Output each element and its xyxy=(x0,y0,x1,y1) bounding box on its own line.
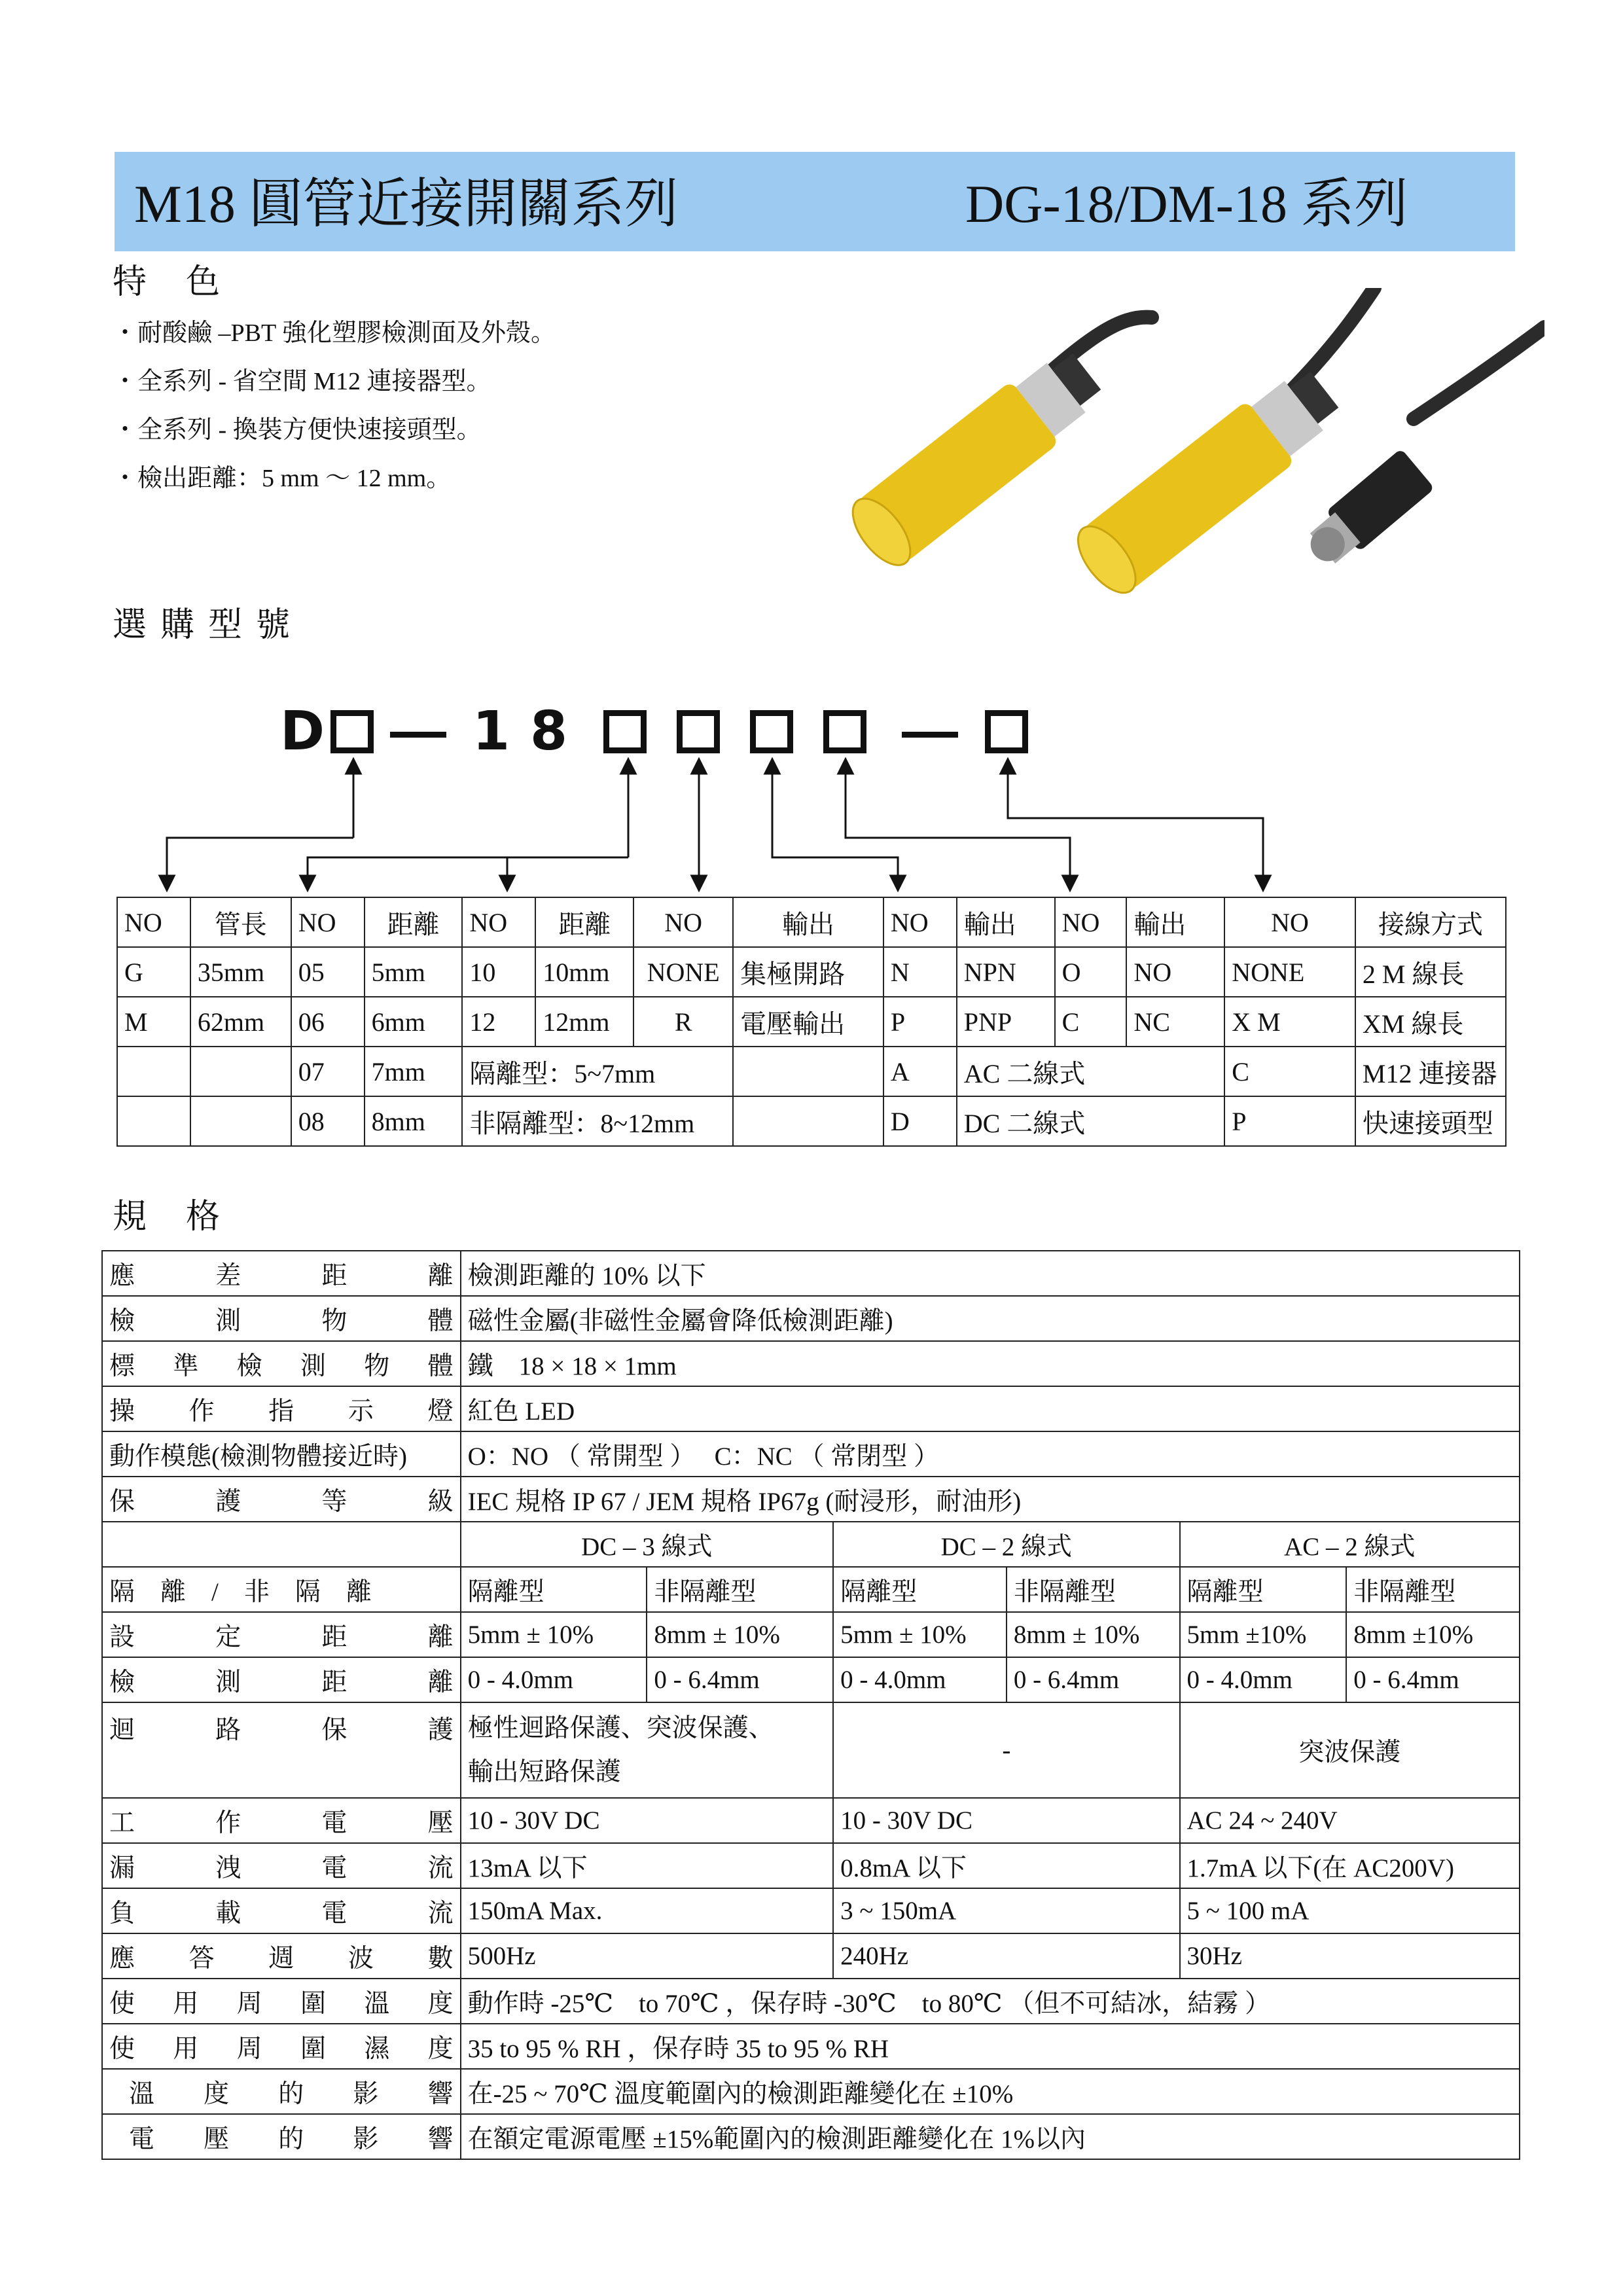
table-header: 距離 xyxy=(535,897,633,947)
spec-value: 13mA 以下 xyxy=(461,1843,834,1888)
table-cell: PNP xyxy=(957,997,1055,1047)
series-title: DG-18/DM-18 系列 xyxy=(965,174,1408,234)
spec-value: 500Hz xyxy=(461,1933,834,1979)
table-header: 輸出 xyxy=(1126,897,1224,947)
table-cell: X M xyxy=(1224,997,1355,1047)
spec-row xyxy=(102,1477,1520,1522)
feature-item: ・全系列 - 換裝方便快速接頭型。 xyxy=(113,416,482,444)
table-header: NO xyxy=(1055,897,1127,947)
spec-row xyxy=(102,1251,1520,1296)
type-header: AC – 2 線式 xyxy=(1180,1522,1520,1567)
table-cell xyxy=(190,1096,291,1146)
table-cell: NONE xyxy=(633,947,733,997)
table-cell: 07 xyxy=(291,1047,365,1096)
table-header-row xyxy=(117,897,1506,947)
spec-value: 8mm ±10% xyxy=(1346,1612,1520,1657)
spec-value: 8mm ± 10% xyxy=(1007,1612,1180,1657)
feature-item: ・耐酸鹼 –PBT 強化塑膠檢測面及外殼。 xyxy=(113,319,556,347)
spec-value: 隔離型 xyxy=(833,1567,1007,1612)
table-row xyxy=(117,1096,1506,1146)
spec-value: 非隔離型 xyxy=(1007,1567,1180,1612)
specs-heading: 規 格 xyxy=(113,1198,223,1236)
spec-row xyxy=(102,1979,1520,2024)
spec-row xyxy=(102,1386,1520,1431)
spec-value: 0 - 6.4mm xyxy=(1346,1657,1520,1702)
table-header: 接線方式 xyxy=(1355,897,1506,947)
table-cell xyxy=(733,1047,883,1096)
table-header: NO xyxy=(1224,897,1355,947)
table-cell: G xyxy=(117,947,190,997)
table-cell: C xyxy=(1224,1047,1355,1096)
table-cell: 12 xyxy=(462,997,535,1047)
spec-value: 動作時 -25℃ to 70℃ ，保存時 -30℃ to 80℃ （但不可結冰，結霧 ） xyxy=(461,1979,1520,2024)
table-cell: 10 xyxy=(462,947,535,997)
table-row xyxy=(117,1047,1506,1096)
spec-value: IEC 規格 IP 67 / JEM 規格 IP67g (耐浸形，耐油形) xyxy=(461,1477,1520,1522)
spec-value: 在-25 ~ 70℃ 溫度範圍內的檢測距離變化在 ±10% xyxy=(461,2069,1520,2114)
spec-row xyxy=(102,1657,1520,1702)
table-cell: 06 xyxy=(291,997,365,1047)
spec-value-line: 極性迴路保護、突波保護、 xyxy=(467,1714,774,1742)
spec-value: - xyxy=(833,1702,1179,1798)
table-cell: 12mm xyxy=(535,997,633,1047)
table-header: 管長 xyxy=(190,897,291,947)
ordering-heading: 選 購 型 號 xyxy=(113,607,293,644)
spec-value: 5 ~ 100 mA xyxy=(1180,1888,1520,1933)
table-cell: M12 連接器 xyxy=(1355,1047,1506,1096)
spec-value: 0 - 4.0mm xyxy=(1180,1657,1347,1702)
spec-value: 磁性金屬(非磁性金屬會降低檢測距離) xyxy=(461,1296,1520,1341)
spec-row xyxy=(102,1431,1520,1477)
table-cell: P xyxy=(1224,1096,1355,1146)
order-code-arrows xyxy=(0,0,1623,903)
spec-row xyxy=(102,1888,1520,1933)
table-cell: 5mm xyxy=(365,947,463,997)
type-header: DC – 2 線式 xyxy=(833,1522,1179,1567)
table-header: NO xyxy=(883,897,957,947)
table-cell: 35mm xyxy=(190,947,291,997)
spec-value: 5mm ± 10% xyxy=(833,1612,1007,1657)
spec-value: 0 - 4.0mm xyxy=(833,1657,1007,1702)
feature-item: ・檢出距離：5 mm ～ 12 mm。 xyxy=(113,465,452,492)
spec-table xyxy=(101,1250,1520,2160)
spec-label: 使用周圍濕度 xyxy=(102,2024,461,2069)
table-cell: M xyxy=(117,997,190,1047)
table-cell: 電壓輸出 xyxy=(733,997,883,1047)
table-cell: NPN xyxy=(957,947,1055,997)
spec-value: 紅色 LED xyxy=(461,1386,1520,1431)
spec-value: 240Hz xyxy=(833,1933,1179,1979)
spec-row xyxy=(102,1702,1520,1798)
code-prefix: D xyxy=(280,700,325,762)
spec-row xyxy=(102,2069,1520,2114)
spec-value-line: 輸出短路保護 xyxy=(467,1758,621,1786)
spec-value: 5mm ±10% xyxy=(1180,1612,1347,1657)
spec-label: 工作電壓 xyxy=(102,1798,461,1843)
table-cell: 集極開路 xyxy=(733,947,883,997)
table-cell xyxy=(190,1047,291,1096)
spec-value: 在額定電源電壓 ±15%範圍內的檢測距離變化在 1%以內 xyxy=(461,2114,1520,2159)
order-code-table xyxy=(116,897,1507,1147)
table-cell: 8mm xyxy=(365,1096,463,1146)
spec-label: 應答週波數 xyxy=(102,1933,461,1979)
table-cell: 6mm xyxy=(365,997,463,1047)
table-header: 輸出 xyxy=(957,897,1055,947)
table-cell: O xyxy=(1055,947,1127,997)
table-cell: P xyxy=(883,997,957,1047)
spec-value: 檢測距離的 10% 以下 xyxy=(461,1251,1520,1296)
spec-label: 檢測物體 xyxy=(102,1296,461,1341)
spec-label: 應差距離 xyxy=(102,1251,461,1296)
spec-value: 非隔離型 xyxy=(647,1567,833,1612)
table-cell: NO xyxy=(1126,947,1224,997)
spec-row xyxy=(102,1341,1520,1386)
table-cell: 2 M 線長 xyxy=(1355,947,1506,997)
table-cell: R xyxy=(633,997,733,1047)
spec-value: O：NO （ 常開型 ） C：NC （ 常閉型 ） xyxy=(461,1431,1520,1477)
table-cell: XM 線長 xyxy=(1355,997,1506,1047)
table-cell: 10mm xyxy=(535,947,633,997)
table-cell xyxy=(117,1096,190,1146)
table-header: 輸出 xyxy=(733,897,883,947)
table-row xyxy=(117,997,1506,1047)
spec-label: 操作指示燈 xyxy=(102,1386,461,1431)
spec-label: 使用周圍溫度 xyxy=(102,1979,461,2024)
table-cell: C xyxy=(1055,997,1127,1047)
spec-row xyxy=(102,1296,1520,1341)
table-header: NO xyxy=(117,897,190,947)
code-digit: 8 xyxy=(530,700,568,762)
spec-value: 30Hz xyxy=(1180,1933,1520,1979)
table-row xyxy=(117,947,1506,997)
spec-value: 0 - 6.4mm xyxy=(1007,1657,1180,1702)
spec-value: 突波保護 xyxy=(1180,1702,1520,1798)
table-header: NO xyxy=(633,897,733,947)
spec-label-empty xyxy=(102,1522,461,1567)
spec-value: AC 24 ~ 240V xyxy=(1180,1798,1520,1843)
spec-value: 隔離型 xyxy=(461,1567,647,1612)
table-cell: D xyxy=(883,1096,957,1146)
spec-label: 隔 離 / 非 隔 離 xyxy=(102,1567,461,1612)
table-cell xyxy=(117,1047,190,1096)
spec-label: 負載電流 xyxy=(102,1888,461,1933)
spec-row xyxy=(102,2114,1520,2159)
spec-value xyxy=(461,1702,834,1798)
spec-type-header-row xyxy=(102,1522,1520,1567)
spec-label: 設定距離 xyxy=(102,1612,461,1657)
table-cell: 快速接頭型 xyxy=(1355,1096,1506,1146)
code-digit: 1 xyxy=(473,700,510,762)
spec-value: 非隔離型 xyxy=(1346,1567,1520,1612)
spec-value: 150mA Max. xyxy=(461,1888,834,1933)
spec-row xyxy=(102,1567,1520,1612)
table-cell: NONE xyxy=(1224,947,1355,997)
table-header: NO xyxy=(462,897,535,947)
spec-label: 漏洩電流 xyxy=(102,1843,461,1888)
table-cell: AC 二線式 xyxy=(957,1047,1224,1096)
table-cell: N xyxy=(883,947,957,997)
table-header: 距離 xyxy=(365,897,463,947)
spec-label: 動作模態(檢測物體接近時) xyxy=(102,1431,461,1477)
spec-value: 3 ~ 150mA xyxy=(833,1888,1179,1933)
spec-row xyxy=(102,1612,1520,1657)
type-header: DC – 3 線式 xyxy=(461,1522,834,1567)
spec-label: 檢測距離 xyxy=(102,1657,461,1702)
spec-value: 隔離型 xyxy=(1180,1567,1347,1612)
spec-row xyxy=(102,1798,1520,1843)
page-title: M18 圓管近接開關系列 xyxy=(134,174,679,234)
spec-value: 8mm ± 10% xyxy=(647,1612,833,1657)
spec-row xyxy=(102,1933,1520,1979)
features-heading: 特 色 xyxy=(113,264,223,301)
spec-row xyxy=(102,1843,1520,1888)
spec-value: 0 - 6.4mm xyxy=(647,1657,833,1702)
table-cell: 非隔離型：8~12mm xyxy=(462,1096,733,1146)
table-cell xyxy=(733,1096,883,1146)
spec-label: 迴路保護 xyxy=(102,1702,461,1798)
table-cell: NC xyxy=(1126,997,1224,1047)
table-cell: 05 xyxy=(291,947,365,997)
table-header: NO xyxy=(291,897,365,947)
spec-label: 保護等級 xyxy=(102,1477,461,1522)
table-cell: 08 xyxy=(291,1096,365,1146)
spec-value: 0 - 4.0mm xyxy=(461,1657,647,1702)
table-cell: 7mm xyxy=(365,1047,463,1096)
spec-value: 5mm ± 10% xyxy=(461,1612,647,1657)
table-cell: DC 二線式 xyxy=(957,1096,1224,1146)
feature-item: ・全系列 - 省空間 M12 連接器型。 xyxy=(113,368,491,395)
spec-value: 0.8mA 以下 xyxy=(833,1843,1179,1888)
spec-value: 35 to 95 % RH ，保存時 35 to 95 % RH xyxy=(461,2024,1520,2069)
spec-value: 10 - 30V DC xyxy=(461,1798,834,1843)
spec-label: 溫度的影響 xyxy=(102,2069,461,2114)
spec-label: 標準檢測物體 xyxy=(102,1341,461,1386)
spec-value: 1.7mA 以下(在 AC200V) xyxy=(1180,1843,1520,1888)
spec-value: 10 - 30V DC xyxy=(833,1798,1179,1843)
table-cell: 62mm xyxy=(190,997,291,1047)
spec-value: 鐵 18 × 18 × 1mm xyxy=(461,1341,1520,1386)
table-cell: A xyxy=(883,1047,957,1096)
spec-label: 電壓的影響 xyxy=(102,2114,461,2159)
spec-row xyxy=(102,2024,1520,2069)
table-cell: 隔離型：5~7mm xyxy=(462,1047,733,1096)
